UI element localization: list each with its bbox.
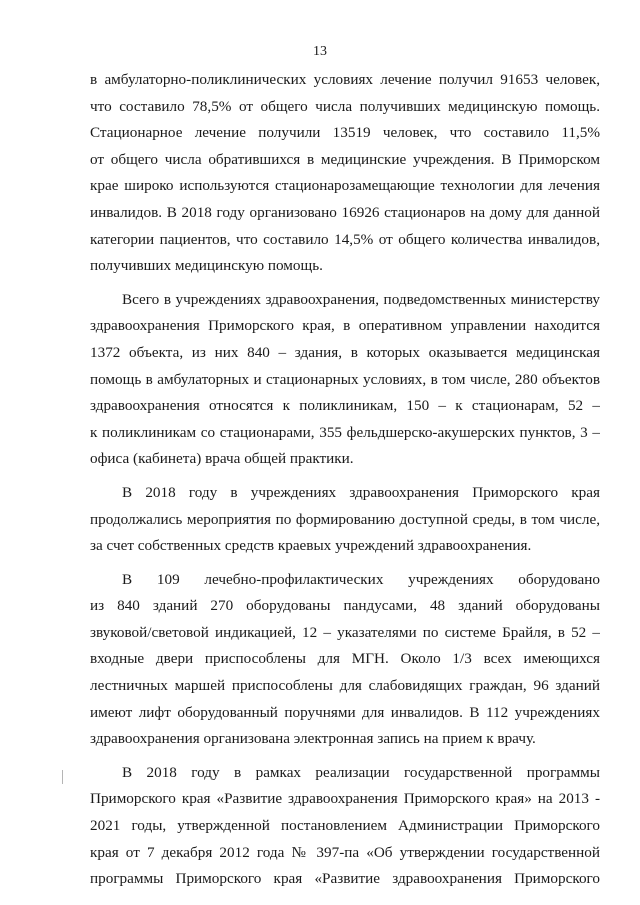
margin-mark bbox=[62, 770, 63, 784]
paragraph-4 bbox=[90, 567, 600, 753]
text-line: программы Приморского края «Развитие здравоохранения Приморского bbox=[90, 870, 600, 888]
text-line: к поликлиникам со стационарами, 355 фельдшерско-акушерских пунктов, 3 – bbox=[90, 423, 600, 441]
text-line: получивших медицинскую помощь. bbox=[90, 257, 323, 275]
text-line: здравоохранения организована электронная запись на прием к врачу. bbox=[90, 730, 536, 748]
text-line: помощь в амбулаторных и стационарных условиях, в том числе, 280 объектов bbox=[90, 370, 600, 388]
text-line: крае широко используются стационарозамещающие технологии для лечения bbox=[90, 177, 600, 195]
text-line: Всего в учреждениях здравоохранения, подведомственных министерству bbox=[122, 290, 600, 308]
text-line: от общего числа обратившихся в медицинские учреждения. В Приморском bbox=[90, 150, 600, 168]
paragraph-5 bbox=[90, 760, 600, 893]
paragraph-3 bbox=[90, 480, 600, 560]
text-line: из 840 зданий 270 оборудованы пандусами, 48 зданий оборудованы bbox=[90, 597, 600, 615]
text-line: что составило 78,5% от общего числа получивших медицинскую помощь. bbox=[90, 97, 600, 115]
text-line: продолжались мероприятия по формированию доступной среды, в том числе, bbox=[90, 510, 600, 528]
text-line: в амбулаторно-поликлинических условиях лечение получил 91653 человек, bbox=[90, 71, 600, 88]
text-line: офиса (кабинета) врача общей практики. bbox=[90, 450, 354, 468]
text-line: В 2018 году в учреждениях здравоохранения Приморского края bbox=[122, 483, 600, 501]
text-line: звуковой/световой индикацией, 12 – указателями по системе Брайля, в 52 – bbox=[90, 623, 600, 641]
text-line: 1372 объекта, из них 840 – здания, в которых оказывается медицинская bbox=[90, 343, 600, 361]
document-text-body bbox=[90, 67, 600, 893]
paragraph-2 bbox=[90, 287, 600, 473]
text-line: за счет собственных средств краевых учреждений здравоохранения. bbox=[90, 537, 532, 555]
text-line: Стационарное лечение получили 13519 человек, что составило 11,5% bbox=[90, 124, 600, 142]
page-number: 13 bbox=[313, 44, 327, 59]
text-line: В 109 лечебно-профилактических учреждениях оборудовано bbox=[122, 570, 600, 588]
text-line: здравоохранения Приморского края, в оперативном управлении находится bbox=[90, 317, 600, 335]
text-line: 2021 годы, утвержденной постановлением Администрации Приморского bbox=[90, 817, 600, 835]
text-line: входные двери приспособлены для МГН. Около 1/3 всех имеющихся bbox=[90, 650, 600, 668]
text-line: лестничных маршей приспособлены для слабовидящих граждан, 96 зданий bbox=[90, 677, 600, 695]
text-line: В 2018 году в рамках реализации государственной программы bbox=[122, 763, 600, 781]
text-line: края от 7 декабря 2012 года № 397-па «Об утверждении государственной bbox=[90, 843, 600, 861]
text-line: Приморского края «Развитие здравоохранения Приморского края» на 2013 - bbox=[90, 790, 600, 808]
text-line: инвалидов. В 2018 году организовано 16926 стационаров на дому для данной bbox=[90, 203, 600, 221]
text-line: имеют лифт оборудованный поручнями для инвалидов. В 112 учреждениях bbox=[90, 703, 600, 721]
text-line: здравоохранения относятся к поликлиникам, 150 – к стационарам, 52 – bbox=[90, 397, 600, 415]
paragraph-1 bbox=[90, 67, 600, 280]
text-line: категории пациентов, что составило 14,5% от общего количества инвалидов, bbox=[90, 230, 600, 248]
